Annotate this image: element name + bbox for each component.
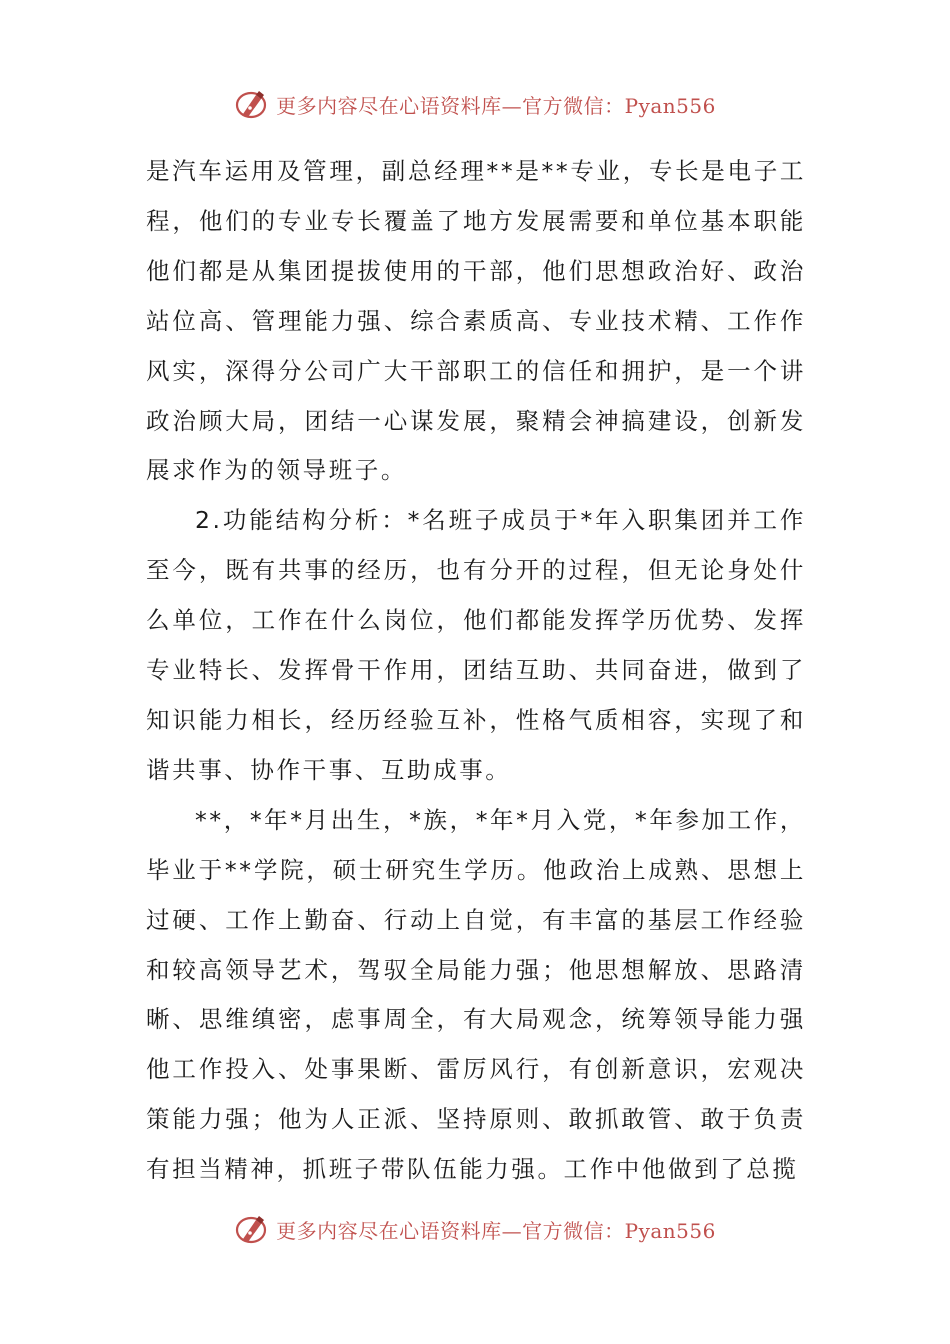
header-banner xyxy=(0,84,950,124)
banner-text: 更多内容尽在心语资料库—官方微信：Pyan556 xyxy=(276,1218,716,1243)
paragraph: 是汽车运用及管理，副总经理**是**专业，专长是电子工程，他们的专业专长覆盖了地方发展需要和单位基本职能他们都是从集团提拔使用的干部，他们思想政治好、政治站位高、管理能力强、综合素质高、专业技术精、工作作风实，深得分公司广大干部职工的信任和拥护，是一个讲政治顾大局，团结一心谋发展，聚精会神搞建设，创新发展求作为的领导班子。 xyxy=(146,157,806,485)
banner-text: 更多内容尽在心语资料库—官方微信：Pyan556 xyxy=(276,93,716,118)
paragraph: **，*年*月出生，*族，*年*月入党，*年参加工作，毕业于**学院，硕士研究生学历。他政治上成熟、思想上过硬、工作上勤奋、行动上自觉，有丰富的基层工作经验和较高领导艺术，驾驭全局能力强；他思想解放、思路清晰、思维缜密，虑事周全，有大局观念，统筹领导能力强他工作投入、处事果断、雷厉风行，有创新意识，宏观决策能力强；他为人正派、坚持原则、敢抓敢管、敢于负责有担当精神，抓班子带队伍能力强。工作中他做到了总揽 xyxy=(146,805,806,1184)
pen-nib-logo-icon xyxy=(234,1212,268,1246)
paragraph: 2.功能结构分析：*名班子成员于*年入职集团并工作至今，既有共事的经历，也有分开的过程，但无论身处什么单位，工作在什么岗位，他们都能发挥学历优势、发挥专业特长、发挥骨干作用，团结互助、共同奋进，做到了知识能力相长，经历经验互补，性格气质相容，实现了和谐共事、协作干事、互助成事。 xyxy=(146,506,806,784)
document-body xyxy=(146,147,806,1195)
pen-nib-logo-icon xyxy=(234,87,268,121)
footer-banner xyxy=(0,1209,950,1249)
